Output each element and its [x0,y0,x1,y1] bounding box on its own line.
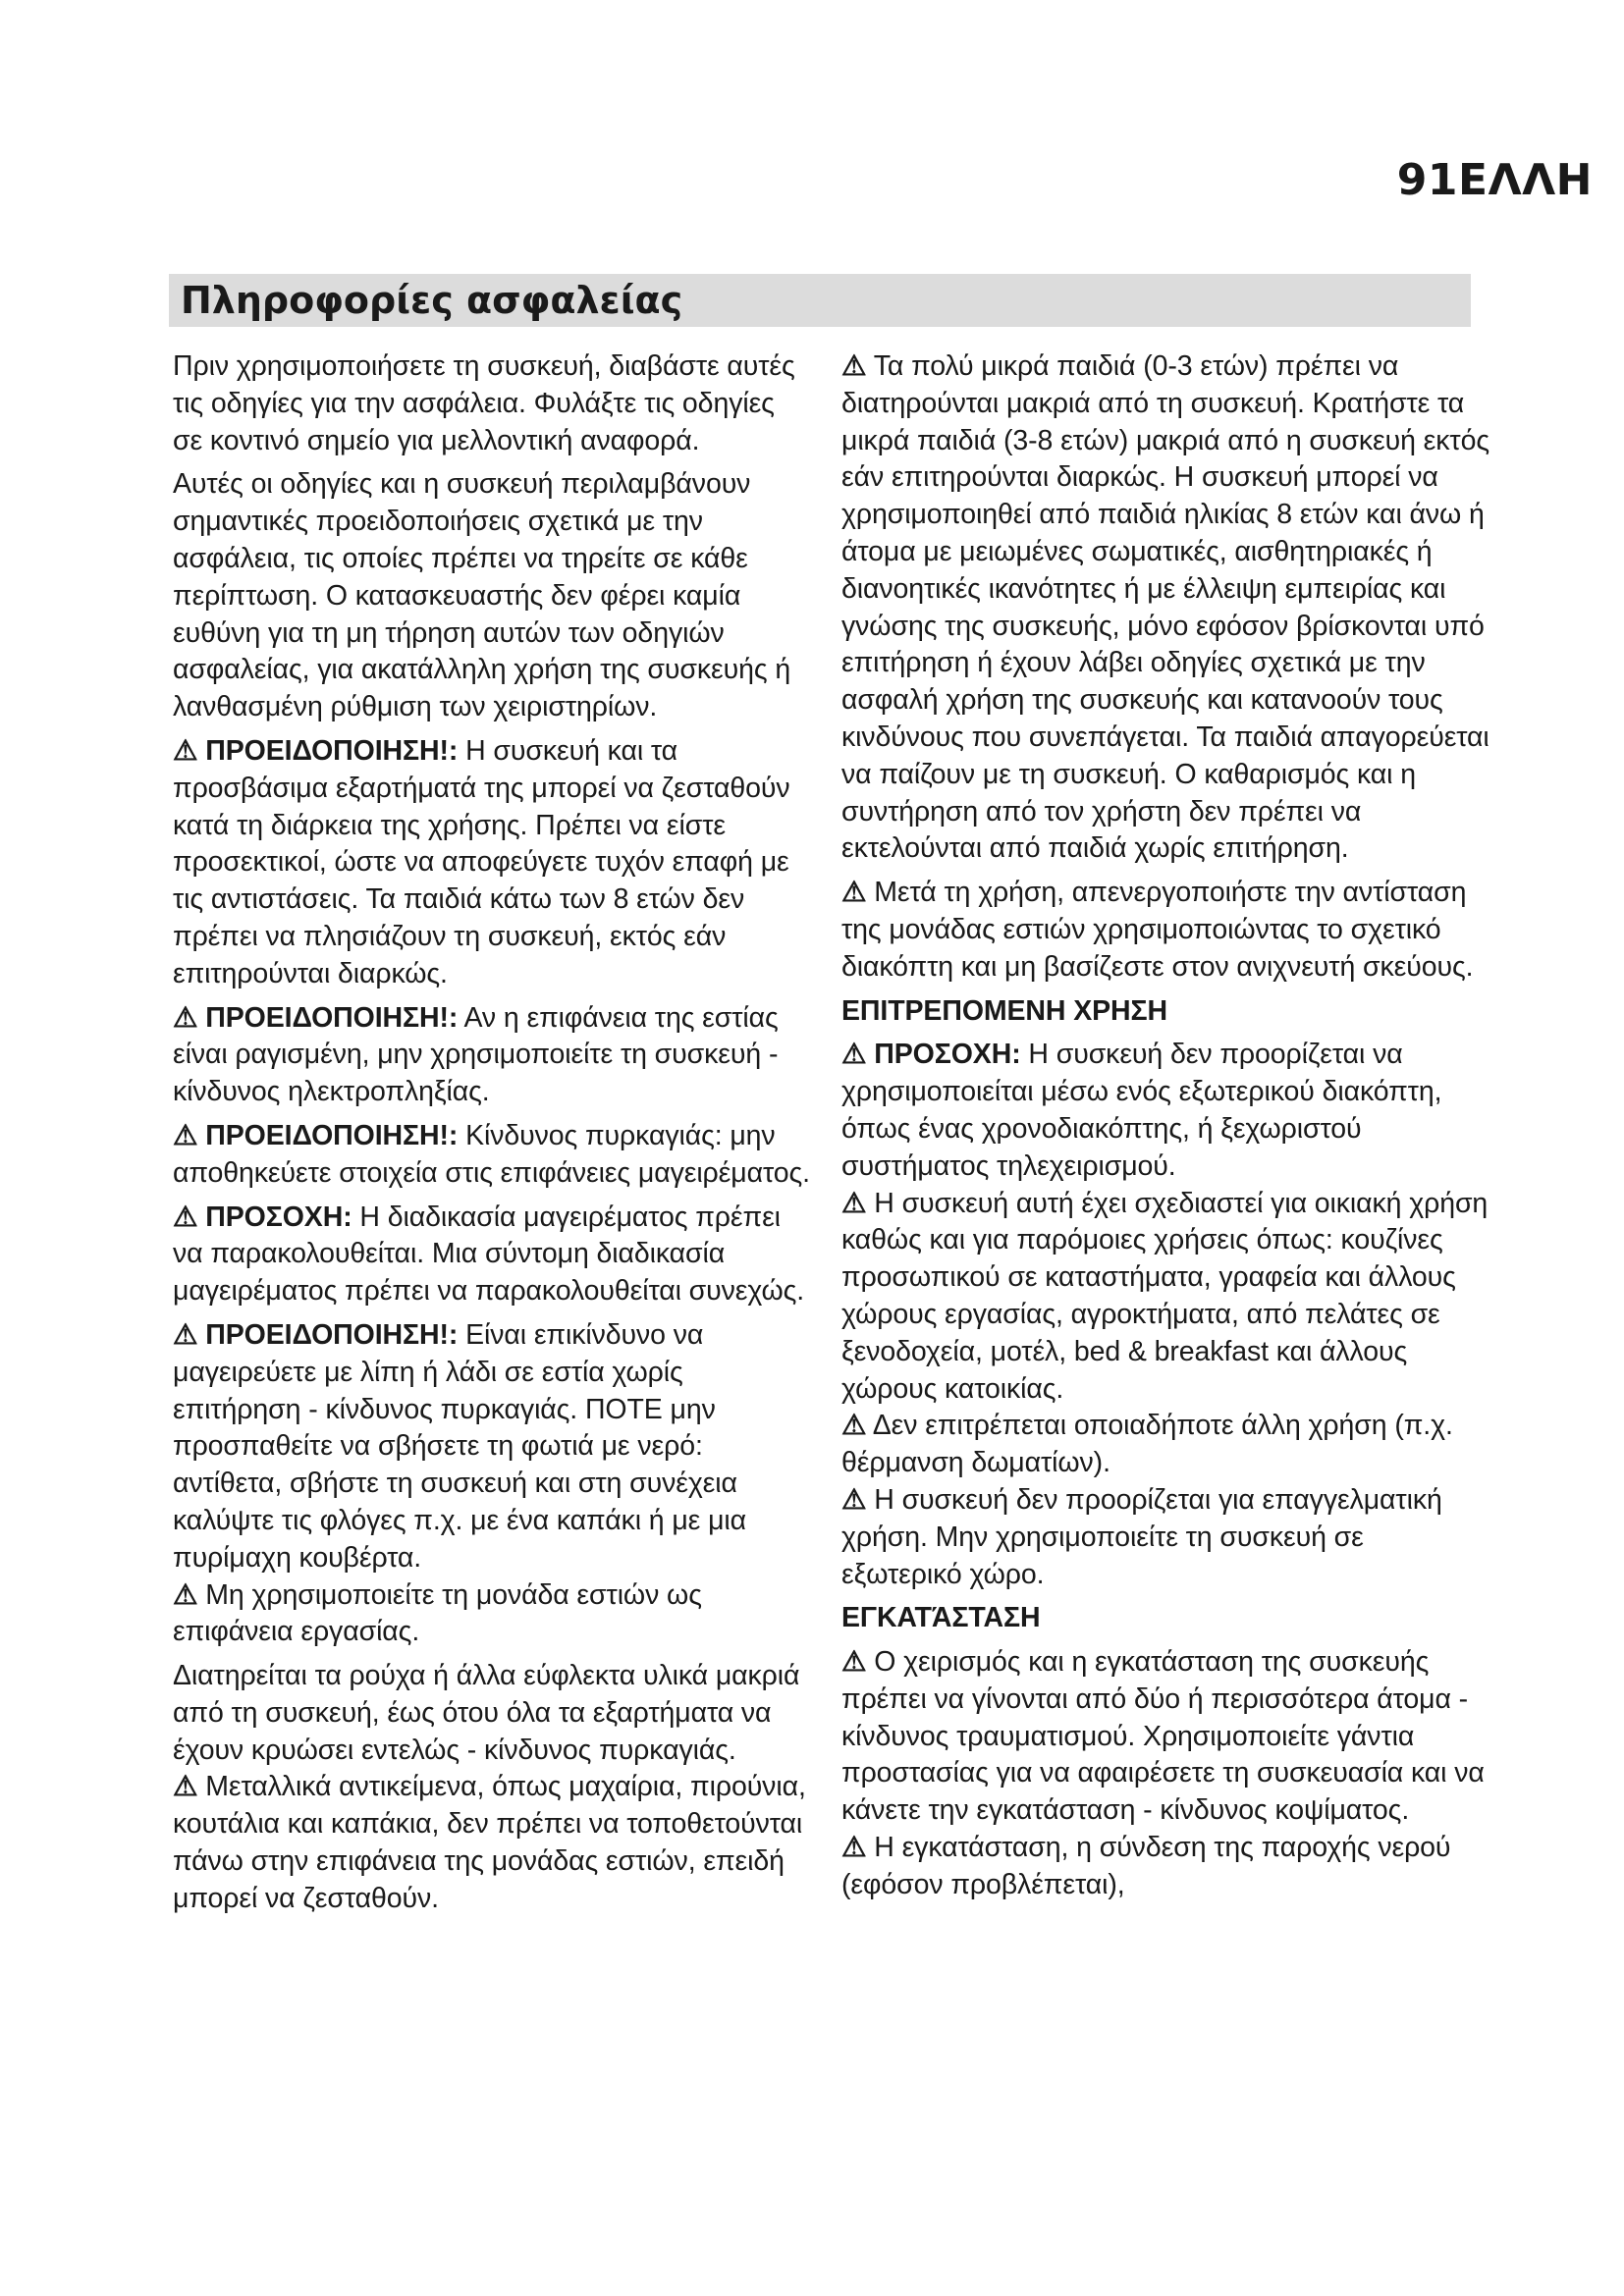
warning-work-surface [173,1577,811,1652]
warning-text: Μετά τη χρήση, απενεργοποιήστε την αντίσταση της μονάδας εστιών χρησιμοποιώντας το σχετικό διακόπτη και μη βασίζεστε στον ανιχνευτή σκεύους. [841,877,1474,983]
heading-permitted-use: ΕΠΙΤΡΕΠΟΜΕΝΗ ΧΡΗΣΗ [841,994,1168,1027]
right-column [841,348,1489,1904]
warning-installation-connection [841,1830,1489,1904]
warning-text: Δεν επιτρέπεται οποιαδήποτε άλλη χρήση (π.χ. θέρμανση δωματίων). [841,1410,1453,1479]
warning-icon: ⚠ [173,1771,198,1803]
warning-icon: ⚠ [173,1119,198,1151]
warning-children [841,348,1489,868]
warning-icon: ⚠ [841,1039,867,1071]
warning-text: Η συσκευή δεν προορίζεται για επαγγελματική χρήση. Μην χρησιμοποιείτε τη συσκευή σε εξωτερικό χώρο. [841,1483,1442,1590]
warning-metal-objects [173,1769,811,1917]
caution-label: ΠΡΟΣΟΧΗ: [874,1039,1021,1071]
warning-icon: ⚠ [173,734,198,767]
warning-icon: ⚠ [841,877,867,909]
warning-household-use [841,1186,1489,1409]
caution-text: Η συσκευή δεν προορίζεται να χρησιμοποιείται μέσω ενός εξωτερικού διακόπτη, όπως ένας χρονοδιακόπτης, ή ξεχωριστού συστήματος τηλεχειρισμού. [841,1039,1442,1182]
warning-text: Ο χειρισμός και η εγκατάσταση της συσκευής πρέπει να γίνονται από δύο ή περισσότερα άτομα - κίνδυνος τραυματισμού. Χρησιμοποιείτε γάντια προστασίας για να αφαιρέσετε τη συσκευασία και να κάνετε την εγκατάσταση - κίνδυνος κοψίματος. [841,1646,1485,1827]
warning-icon: ⚠ [841,1646,867,1679]
caution-label: ΠΡΟΣΟΧΗ: [205,1201,352,1233]
heading-installation: ΕΓΚΑΤΆΣΤΑΣΗ [841,1602,1041,1634]
warning-icon: ⚠ [841,350,867,382]
warning-icon: ⚠ [841,1483,867,1516]
warning-text: Αν η επιφάνεια της εστίας είναι ραγισμένη, μην χρησιμοποιείτε τη συσκευή - κίνδυνος ηλεκτροπληξίας. [173,1001,779,1108]
left-column [173,348,811,1925]
warning-text: Μεταλλικά αντικείμενα, όπως μαχαίρια, πιρούνια, κουτάλια και καπάκια, δεν πρέπει να τοποθετούνται πάνω στην επιφάνεια της μονάδας εστιών, επειδή μπορεί να ζεσταθούν. [173,1771,806,1914]
warning-label: ΠΡΟΕΙΔΟΠΟΙΗΣΗ!: [205,1119,459,1151]
warning-hot-parts [173,733,811,993]
warning-label: ΠΡΟΕΙΔΟΠΟΙΗΣΗ!: [205,1318,459,1351]
caution-external-switch [841,1037,1489,1185]
warning-text: Μη χρησιμοποιείτε τη μονάδα εστιών ως επιφάνεια εργασίας. [173,1578,702,1648]
caution-text: Η διαδικασία μαγειρέματος πρέπει να παρακολουθείται. Μια σύντομη διαδικασία μαγειρέματος πρέπει να παρακολουθείται συνεχώς. [173,1201,805,1308]
warning-label: ΠΡΟΕΙΔΟΠΟΙΗΣΗ!: [205,734,459,767]
warning-text: Η συσκευή αυτή έχει σχεδιαστεί για οικιακή χρήση καθώς και για παρόμοιες χρήσεις όπως: κουζίνες προσωπικού σε καταστήματα, γραφεία και άλλους χώρους εργασίας, αγροκτήματα, από πελάτες σε ξενοδοχεία, μοτέλ, bed & breakfast και άλλους χώρους κατοικίας. [841,1187,1489,1405]
page-number: 91ΕΛΛΗ [1396,155,1593,205]
warning-text: Η συσκευή και τα προσβάσιμα εξαρτήματά της μπορεί να ζεσταθούν κατά τη διάρκεια της χρήσης. Πρέπει να είστε προσεκτικοί, ώστε να αποφεύγετε τυχόν επαφή με τις αντιστάσεις. Τα παιδιά κάτω των 8 ετών δεν πρέπει να πλησιάζουν τη συσκευή, εκτός εάν επιτηρούνται διαρκώς. [173,734,790,989]
warning-text: Κίνδυνος πυρκαγιάς: μην αποθηκεύετε στοιχεία στις επιφάνειες μαγειρέματος. [173,1119,810,1189]
intro-paragraph: Πριν χρησιμοποιήσετε τη συσκευή, διαβάστε αυτές τις οδηγίες για την ασφάλεια. Φυλάξτε τις οδηγίες σε κοντινό σημείο για μελλοντική αναφορά. [173,350,795,456]
warning-professional-use [841,1482,1489,1593]
warning-handling-installation [841,1644,1489,1830]
warning-switch-off [841,875,1489,986]
warning-oil-fire [173,1317,811,1577]
warning-text: Είναι επικίνδυνο να μαγειρεύετε με λίπη ή λάδι σε εστία χωρίς επιτήρηση - κίνδυνος πυρκαγιάς. ΠΟΤΕ μην προσπαθείτε να σβήσετε τη φωτιά με νερό: αντίθετα, σβήστε τη συσκευή και στη συνέχεια καλύψτε τις φλόγες π.χ. με ένα καπάκι ή με μια πυρίμαχη κουβέρτα. [173,1318,747,1574]
section-title-bar [169,274,1471,327]
warning-icon: ⚠ [173,1318,198,1351]
warning-icon: ⚠ [841,1187,867,1219]
flammable-materials-paragraph: Διατηρείται τα ρούχα ή άλλα εύφλεκτα υλικά μακριά από τη συσκευή, έως ότου όλα τα εξαρτήματα να έχουν κρυώσει εντελώς - κίνδυνος πυρκαγιάς. [173,1660,800,1766]
warning-icon: ⚠ [173,1001,198,1034]
warning-cracked-surface [173,1000,811,1111]
warning-other-use [841,1408,1489,1482]
warning-icon: ⚠ [173,1201,198,1233]
warning-fire-storage [173,1118,811,1193]
warning-text: Τα πολύ μικρά παιδιά (0-3 ετών) πρέπει να διατηρούνται μακριά από τη συσκευή. Κρατήστε τα μικρά παιδιά (3-8 ετών) μακριά από η συσκευή εκτός εάν επιτηρούνται διαρκώς. Η συσκευή μπορεί να χρησιμοποιηθεί από παιδιά ηλικίας 8 ετών και άνω ή άτομα με μειωμένες σωματικές, αισθητηριακές ή διανοητικές ικανότητες ή με έλλειψη εμπειρίας και γνώσης της συσκευής, μόνο εφόσον βρίσκονται υπό επιτήρηση ή έχουν λάβει οδηγίες σχετικά με την ασφαλή χρήση της συσκευής και κατανοούν τους κινδύνους που συνεπάγεται. Τα παιδιά απαγορεύεται να παίζουν με τη συσκευή. Ο καθαρισμός και η συντήρηση από τον χρήστη δεν πρέπει να εκτελούνται από παιδιά χωρίς επιτήρηση. [841,350,1489,865]
caution-supervise-cooking [173,1200,811,1310]
warning-icon: ⚠ [841,1410,867,1442]
warning-icon: ⚠ [841,1832,867,1864]
warning-text: Η εγκατάσταση, η σύνδεση της παροχής νερού (εφόσον προβλέπεται), [841,1832,1451,1900]
section-title: Πληροφορίες ασφαλείας [181,279,683,322]
warning-label: ΠΡΟΕΙΔΟΠΟΙΗΣΗ!: [205,1001,459,1034]
warning-icon: ⚠ [173,1578,198,1611]
responsibility-paragraph: Αυτές οι οδηγίες και η συσκευή περιλαμβάνουν σημαντικές προειδοποιήσεις σχετικά με την ασφάλεια, τις οποίες πρέπει να τηρείτε σε κάθε περίπτωση. Ο κατασκευαστής δεν φέρει καμία ευθύνη για τη μη τήρηση αυτών των οδηγιών ασφαλείας, για ακατάλληλη χρήση της συσκευής ή λανθασμένη ρύθμιση των χειριστηρίων. [173,468,791,723]
